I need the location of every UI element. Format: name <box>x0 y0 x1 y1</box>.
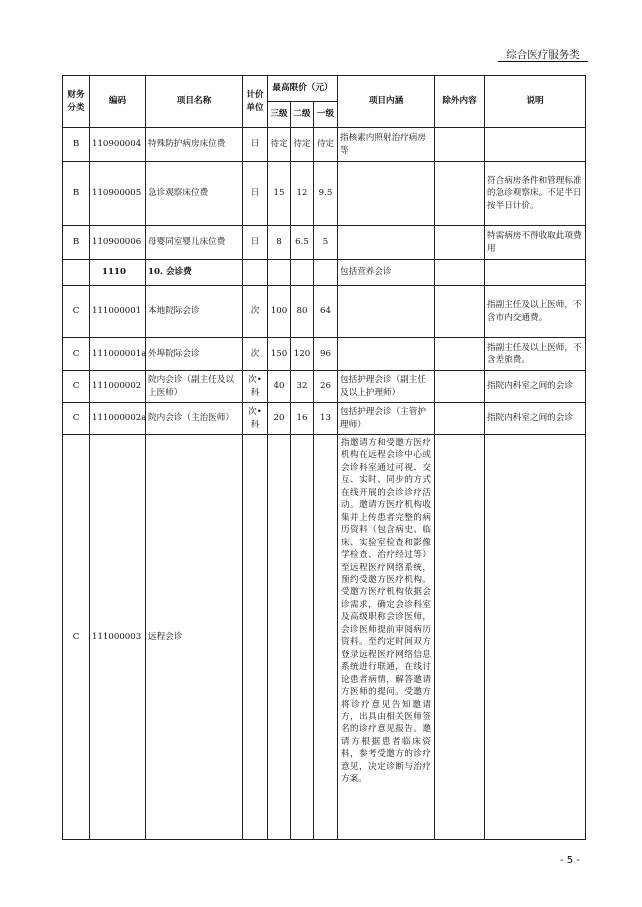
cell-unit: 日 <box>243 226 268 260</box>
cell-price-level2 <box>291 435 314 840</box>
table-row <box>63 162 586 226</box>
cell-unit: 次•科 <box>243 403 268 435</box>
table-row <box>63 226 586 260</box>
cell-price-level2: 32 <box>291 371 314 403</box>
cell-unit: 次•科 <box>243 371 268 403</box>
cell-code: 110900004 <box>90 128 146 162</box>
header-level1: 一级 <box>314 102 338 128</box>
table-row <box>63 286 586 338</box>
cell-code: 111000001 <box>90 286 146 338</box>
header-finance-class: 财务分类 <box>63 76 90 128</box>
page-category-header: 综合医疗服务类 <box>506 49 580 61</box>
cell-finance-class: B <box>63 128 90 162</box>
cell-item-name: 急诊观察床位费 <box>146 162 243 226</box>
cell-notes: 符合病房条件和管理标准的急诊观察床。不足半日按半日计价。 <box>485 162 586 226</box>
cell-notes: 特需病房不得收取此项费用 <box>485 226 586 260</box>
cell-code: 1110 <box>90 260 146 286</box>
cell-price-level2: 80 <box>291 286 314 338</box>
cell-item-name: 10. 会诊费 <box>146 260 243 286</box>
header-item-name: 项目名称 <box>146 76 243 128</box>
cell-notes: 指院内科室之间的会诊 <box>485 403 586 435</box>
cell-content: 指邀请方和受邀方医疗机构在远程会诊中心或会诊科室通过可视、交互、实时、同步的方式在线开展的会诊诊疗活动。邀请方医疗机构收集并上传患者完整的病历资料（包含病史、临床、实验室检查和影像学检查、治疗经过等）至远程医疗网络系统，预约受邀方医疗机构。受邀方医疗机构依据会诊需求，确定会诊科室及高级职称会诊医师，会诊医师提前审阅病历资料。至约定时间双方登录远程医疗网络信息系统进行联通，在线讨论患者病情，解答邀请方医师的提问。受邀方将诊疗意见告知邀请方，出具由相关医师签名的诊疗意见报告。邀请方根据患者临床资料，参考受邀方的诊疗意见，决定诊断与治疗方案。 <box>338 435 435 840</box>
cell-price-level1 <box>314 260 338 286</box>
cell-price-level2: 120 <box>291 338 314 371</box>
cell-unit: 次 <box>243 338 268 371</box>
cell-code: 111000003 <box>90 435 146 840</box>
cell-content: 包括护理会诊（主管护理师） <box>338 403 435 435</box>
cell-price-level2 <box>291 260 314 286</box>
cell-price-level3: 8 <box>268 226 291 260</box>
cell-code: 110900006 <box>90 226 146 260</box>
cell-exclusions <box>435 435 485 840</box>
cell-exclusions <box>435 162 485 226</box>
cell-item-name: 特殊防护病房床位费 <box>146 128 243 162</box>
cell-finance-class: B <box>63 226 90 260</box>
cell-price-level1: 13 <box>314 403 338 435</box>
cell-content: 指核素内照射治疗病房等 <box>338 128 435 162</box>
cell-content: 包括营养会诊 <box>338 260 435 286</box>
cell-unit: 次 <box>243 286 268 338</box>
cell-finance-class <box>63 260 90 286</box>
table-header-row <box>63 76 586 102</box>
cell-finance-class: C <box>63 338 90 371</box>
cell-notes <box>485 435 586 840</box>
cell-exclusions <box>435 260 485 286</box>
cell-price-level3 <box>268 435 291 840</box>
cell-price-level3: 15 <box>268 162 291 226</box>
cell-unit: 日 <box>243 128 268 162</box>
table-row <box>63 338 586 371</box>
cell-content <box>338 286 435 338</box>
cell-notes: 指副主任及以上医师，不含差旅费。 <box>485 338 586 371</box>
header-level2: 二级 <box>291 102 314 128</box>
cell-price-level3: 待定 <box>268 128 291 162</box>
cell-price-level1: 26 <box>314 371 338 403</box>
cell-code: 111000001a <box>90 338 146 371</box>
page-number: - 5 - <box>560 855 580 866</box>
cell-exclusions <box>435 371 485 403</box>
cell-item-name: 院内会诊（主治医师） <box>146 403 243 435</box>
cell-price-level1: 64 <box>314 286 338 338</box>
table-row <box>63 371 586 403</box>
cell-price-level1: 96 <box>314 338 338 371</box>
header-code: 编码 <box>90 76 146 128</box>
cell-content: 包括护理会诊（副主任及以上护理师） <box>338 371 435 403</box>
cell-finance-class: C <box>63 371 90 403</box>
cell-price-level2: 12 <box>291 162 314 226</box>
cell-content <box>338 226 435 260</box>
cell-code: 111000002 <box>90 371 146 403</box>
cell-code: 111000002a <box>90 403 146 435</box>
cell-exclusions <box>435 403 485 435</box>
cell-price-level2: 6.5 <box>291 226 314 260</box>
cell-price-level3: 150 <box>268 338 291 371</box>
cell-content <box>338 338 435 371</box>
cell-price-level1 <box>314 435 338 840</box>
header-notes: 说明 <box>485 76 586 128</box>
header-exclusions: 除外内容 <box>435 76 485 128</box>
cell-price-level2: 16 <box>291 403 314 435</box>
cell-price-level3 <box>268 260 291 286</box>
header-level3: 三级 <box>268 102 291 128</box>
cell-price-level3: 40 <box>268 371 291 403</box>
table-row <box>63 128 586 162</box>
cell-notes <box>485 260 586 286</box>
cell-price-level1: 9.5 <box>314 162 338 226</box>
cell-price-level3: 20 <box>268 403 291 435</box>
cell-price-level1: 待定 <box>314 128 338 162</box>
cell-finance-class: C <box>63 435 90 840</box>
cell-finance-class: C <box>63 286 90 338</box>
price-table <box>62 75 586 840</box>
cell-code: 110900005 <box>90 162 146 226</box>
cell-item-name: 本地院际会诊 <box>146 286 243 338</box>
table-row <box>63 435 586 840</box>
cell-exclusions <box>435 226 485 260</box>
cell-notes <box>485 128 586 162</box>
cell-item-name: 外埠院际会诊 <box>146 338 243 371</box>
cell-item-name: 远程会诊 <box>146 435 243 840</box>
cell-unit <box>243 260 268 286</box>
cell-notes: 指院内科室之间的会诊 <box>485 371 586 403</box>
cell-item-name: 院内会诊（副主任及以上医师） <box>146 371 243 403</box>
cell-unit: 日 <box>243 162 268 226</box>
cell-finance-class: C <box>63 403 90 435</box>
cell-notes: 指副主任及以上医师，不含市内交通费。 <box>485 286 586 338</box>
header-unit: 计价单位 <box>243 76 268 128</box>
cell-exclusions <box>435 286 485 338</box>
cell-unit <box>243 435 268 840</box>
header-underline <box>498 61 588 62</box>
cell-exclusions <box>435 338 485 371</box>
table-section-row <box>63 260 586 286</box>
cell-price-level3: 100 <box>268 286 291 338</box>
cell-content <box>338 162 435 226</box>
cell-exclusions <box>435 128 485 162</box>
header-content: 项目内涵 <box>338 76 435 128</box>
cell-finance-class: B <box>63 162 90 226</box>
header-max-price: 最高限价（元） <box>268 76 338 102</box>
table-row <box>63 403 586 435</box>
cell-item-name: 母婴同室婴儿床位费 <box>146 226 243 260</box>
cell-price-level2: 待定 <box>291 128 314 162</box>
cell-price-level1: 5 <box>314 226 338 260</box>
